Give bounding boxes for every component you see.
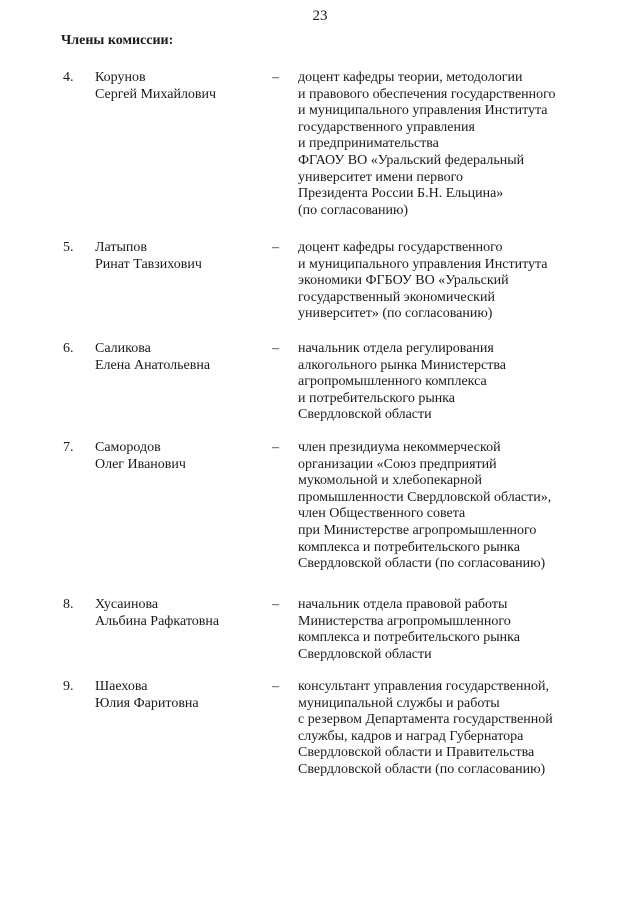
member-name-line: Самородов (95, 440, 161, 455)
member-number: 5. (63, 240, 74, 255)
member-name-line: Ринат Тавзихович (95, 256, 202, 272)
member-description-line: промышленности Свердловской области», (298, 489, 552, 505)
member-description (298, 679, 598, 779)
member-description-line: и правового обеспечения государственного (298, 86, 556, 102)
member-name-line: Саликова (95, 341, 151, 356)
member-description-line: и предпринимательства (298, 136, 439, 152)
member-description-line: комплекса и потребительского рынка (298, 539, 520, 555)
member-description-line: университет» (по согласованию) (298, 306, 493, 322)
member-dash: – (272, 240, 279, 255)
member-description-line: Свердловской области (298, 646, 432, 662)
member-description-line: при Министерстве агропромышленного (298, 522, 537, 538)
member-number: 9. (63, 679, 74, 694)
member-name-line: Елена Анатольевна (95, 357, 211, 373)
member-description (298, 341, 598, 424)
member-description-line: консультант управления государственной, (298, 679, 549, 694)
member-description-line: с резервом Департамента государственной (298, 712, 553, 728)
member-description-line: доцент кафедры государственного (298, 240, 503, 255)
member-description-line: начальник отдела правовой работы (298, 597, 508, 612)
member-description-line: организации «Союз предприятий (298, 456, 497, 472)
member-description-line: мукомольной и хлебопекарной (298, 473, 483, 489)
member-dash: – (272, 70, 279, 85)
member-description-line: начальник отдела регулирования (298, 341, 494, 356)
member-name (95, 597, 265, 630)
member-description-line: государственного управления (298, 119, 475, 135)
member-name-line: Шаехова (95, 679, 148, 694)
member-name-line: Хусаинова (95, 597, 159, 612)
member-name-line: Корунов (95, 70, 146, 85)
member-description-line: доцент кафедры теории, методологии (298, 70, 523, 85)
member-dash: – (272, 597, 279, 612)
member-description-line: Министерства агропромышленного (298, 613, 511, 629)
member-description-line: (по согласованию) (298, 202, 409, 218)
member-name (95, 240, 265, 273)
member-name-line: Альбина Рафкатовна (95, 613, 220, 629)
member-description-line: алкогольного рынка Министерства (298, 357, 507, 373)
section-title: Члены комиссии: (61, 33, 174, 48)
member-name-line: Юлия Фаритовна (95, 695, 199, 711)
member-description-line: университет имени первого (298, 169, 464, 185)
member-name (95, 70, 265, 103)
member-description-line: и муниципального управления Института (298, 103, 548, 119)
member-name (95, 679, 265, 712)
member-number: 4. (63, 70, 74, 85)
member-dash: – (272, 341, 279, 356)
page-number: 23 (312, 8, 328, 24)
member-name (95, 341, 265, 374)
member-number: 7. (63, 440, 74, 455)
member-description-line: Президента России Б.Н. Ельцина» (298, 186, 504, 202)
member-description-line: член Общественного совета (298, 506, 466, 522)
member-number: 6. (63, 341, 74, 356)
member-description (298, 240, 598, 323)
member-dash: – (272, 679, 279, 694)
member-description-line: экономики ФГБОУ ВО «Уральский (298, 273, 509, 289)
member-name-line: Олег Иванович (95, 456, 186, 472)
member-description-line: и потребительского рынка (298, 390, 456, 406)
member-description-line: муниципальной службы и работы (298, 695, 500, 711)
member-description-line: и муниципального управления Института (298, 256, 548, 272)
member-number: 8. (63, 597, 74, 612)
member-description (298, 597, 598, 663)
member-description-line: член президиума некоммерческой (298, 440, 501, 455)
member-dash: – (272, 440, 279, 455)
member-name (95, 440, 265, 473)
member-description-line: Свердловской области (298, 407, 432, 423)
member-description (298, 70, 598, 219)
member-description-line: государственный экономический (298, 289, 495, 305)
member-name-line: Латыпов (95, 240, 147, 255)
member-description-line: Свердловской области (по согласованию) (298, 761, 546, 777)
member-description-line: ФГАОУ ВО «Уральский федеральный (298, 152, 525, 168)
member-description-line: Свердловской области (по согласованию) (298, 556, 546, 572)
member-description-line: Свердловской области и Правительства (298, 745, 535, 761)
member-description-line: службы, кадров и наград Губернатора (298, 728, 524, 744)
member-description-line: комплекса и потребительского рынка (298, 630, 520, 646)
member-description-line: агропромышленного комплекса (298, 374, 487, 390)
member-description (298, 440, 598, 573)
member-name-line: Сергей Михайлович (95, 86, 217, 102)
